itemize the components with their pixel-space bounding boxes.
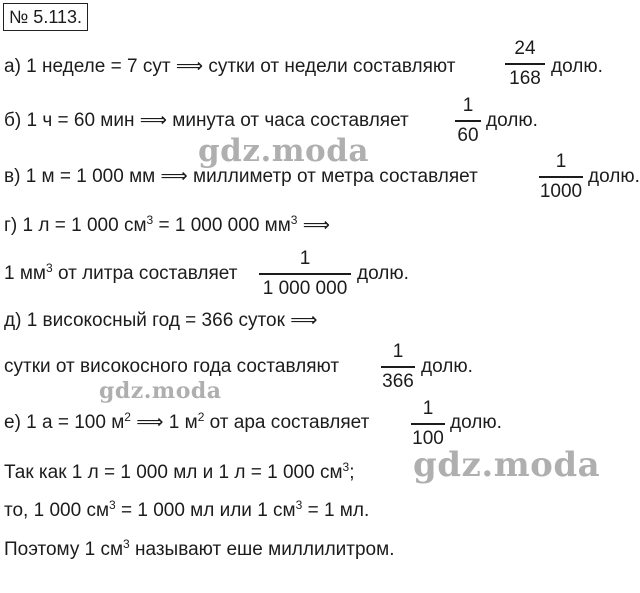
fraction-e-bar: [411, 423, 445, 425]
fraction-a-numerator: 24: [514, 38, 536, 59]
fraction-e: [411, 397, 445, 451]
watermark-logo-3: gdz.moda: [413, 445, 601, 485]
line-e-after: долю.: [450, 412, 502, 433]
fraction-b-numerator: 1: [462, 95, 474, 116]
line-a-after: долю.: [551, 56, 603, 77]
fraction-v-numerator: 1: [555, 151, 567, 172]
watermark-logo-2: gdz.moda: [99, 378, 222, 404]
line-d2-text: сутки от високосного года составляют: [4, 356, 340, 377]
fraction-e-denominator: 100: [412, 427, 444, 449]
fraction-v-denominator: 1000: [539, 180, 583, 202]
fraction-a: [505, 37, 545, 91]
fraction-v-bar: [539, 176, 583, 178]
fraction-d-bar: [381, 366, 415, 368]
line-a-text: а) 1 неделе = 7 сут ⟹ сутки от недели составляют: [4, 56, 456, 77]
fraction-e-numerator: 1: [422, 398, 434, 419]
fraction-g-numerator: 1: [299, 248, 311, 269]
watermark-logo-1: gdz.moda: [198, 133, 369, 169]
line-v-after: долю.: [588, 166, 640, 187]
problem-number: № 5.113.: [3, 3, 88, 31]
fraction-d-numerator: 1: [392, 341, 404, 362]
line-g2-text: 1 $мм^3$ от литра составляет: [4, 261, 238, 284]
line-g2-after: долю.: [357, 263, 409, 284]
fraction-d: [381, 340, 415, 394]
line-then: то, 1 000 $см^3 = 1$ 000 мл или 1 $см^3 = 1$ мл.: [4, 498, 370, 521]
line-g1: г) 1 л = 1 000 $см^3 = 1$ 000 000 $мм^3$ ⟹: [4, 213, 331, 236]
fraction-d-denominator: 366: [382, 370, 414, 392]
fraction-b-bar: [455, 120, 481, 122]
fraction-g: [259, 247, 351, 301]
fraction-g-bar: [259, 273, 351, 275]
line-e-text: е) 1 а = 100 $м^2$ ⟹ 1 $м^2$ от ара составляет: [4, 410, 370, 433]
fraction-g-denominator: 1 000 000: [262, 277, 348, 299]
line-b-after: долю.: [486, 110, 538, 131]
fraction-b-denominator: 60: [457, 124, 479, 146]
line-since: Так как 1 л = 1 000 мл и 1 л = 1 000 $см^3$;: [4, 460, 355, 483]
line-d1: д) 1 високосный год = 366 суток ⟹: [4, 310, 318, 331]
line-b-text: б) 1 ч = 60 мин ⟹ минута от часа составляет: [4, 110, 409, 131]
line-v-text: в) 1 м = 1 000 мм ⟹ миллиметр от метра составляет: [4, 166, 478, 187]
line-d2-after: долю.: [421, 356, 473, 377]
fraction-v: [539, 150, 583, 204]
fraction-a-denominator: 168: [509, 67, 541, 89]
line-conclusion: Поэтому 1 $см^3$ называют еше миллилитром.: [4, 537, 395, 560]
fraction-a-bar: [505, 63, 545, 65]
fraction-b: [455, 94, 481, 148]
